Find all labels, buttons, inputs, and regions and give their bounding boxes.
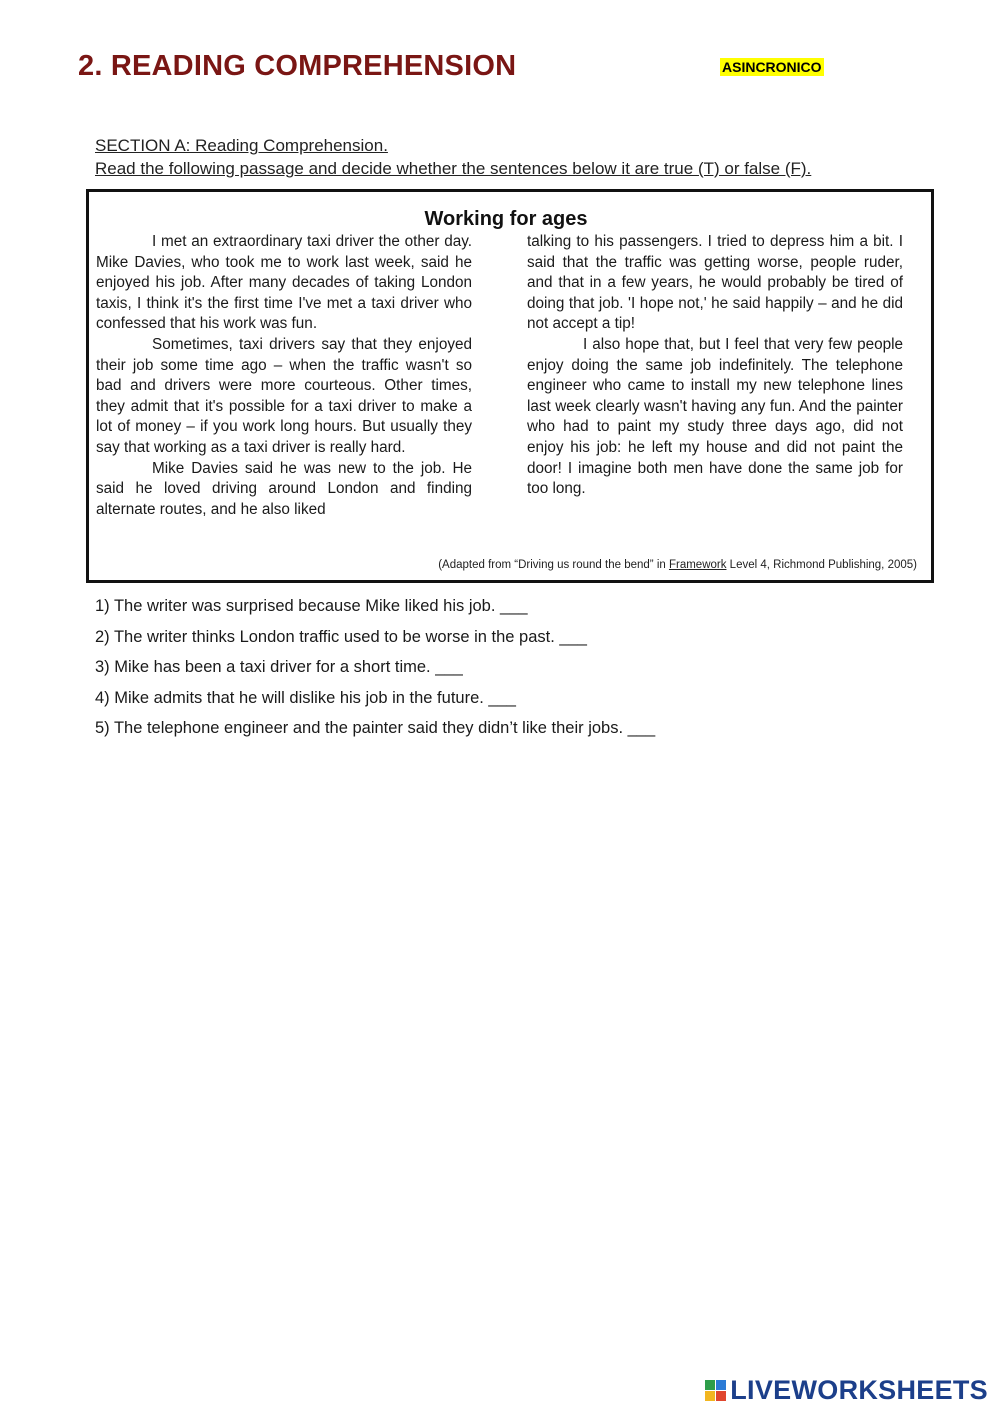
logo-text: LIVEWORKSHEETS — [730, 1374, 988, 1405]
question-4: 4) Mike admits that he will dislike his job in the future. ___ — [95, 688, 516, 707]
passage-left-column — [96, 232, 472, 520]
question-5: 5) The telephone engineer and the painter said they didn’t like their jobs. ___ — [95, 719, 656, 738]
passage-paragraph: Mike Davies said he was new to the job. He said he loved driving around London and finding alternate routes, and he also liked — [96, 459, 472, 518]
liveworksheets-logo — [705, 1375, 988, 1405]
logo-square-i — [716, 1380, 726, 1390]
citation — [438, 559, 917, 571]
section-instruction: Read the following passage and decide whether the sentences below it are true (T) or false (F). — [95, 159, 812, 178]
passage-paragraph: I met an extraordinary taxi driver the other day. Mike Davies, who took me to work last week, said he enjoyed his job. After many decades of taking London taxis, I think it's the first time I've met a taxi driver who confessed that his work was fun. — [96, 233, 472, 333]
question-3: 3) Mike has been a taxi driver for a short time. ___ — [95, 658, 463, 677]
passage-box — [86, 189, 934, 583]
page-title: 2. READING COMPREHENSION — [78, 50, 517, 82]
logo-square-e — [716, 1391, 726, 1401]
section-heading: SECTION A: Reading Comprehension. — [95, 136, 388, 155]
question-2: 2) The writer thinks London traffic used to be worse in the past. ___ — [95, 627, 587, 646]
logo-square-v — [705, 1391, 715, 1401]
asincronico-tag: ASINCRONICO — [722, 59, 822, 75]
passage-title-row — [89, 208, 931, 231]
logo-mark-icon — [705, 1380, 726, 1401]
logo-square-l — [705, 1380, 715, 1390]
passage-right-column — [527, 232, 903, 500]
question-list — [95, 594, 895, 747]
citation-suffix: Level 4, Richmond Publishing, 2005) — [726, 559, 917, 571]
passage-paragraph: I also hope that, but I feel that very few people enjoy doing the same job indefinitely. The telephone engineer who came to install my new telephone lines last week clearly wasn't having any fun. And the painter who had to paint my study three days ago, did not enjoy his job: he left my house and did not paint the door! I imagine both men have done the same job for too long. — [527, 335, 903, 498]
section-heading-block — [95, 134, 925, 180]
citation-prefix: (Adapted from “Driving us round the bend” in — [438, 559, 669, 571]
passage-paragraph: talking to his passengers. I tried to depress him a bit. I said that the traffic was getting worse, people ruder, and that in a few years, he would probably be tired of doing that job. 'I hope not,' he said happily – and he did not accept a tip! — [527, 233, 903, 333]
passage-paragraph: Sometimes, taxi drivers say that they enjoyed their job some time ago – when the traffic wasn't so bad and drivers were more courteous. Other times, they admit that it's possible for a taxi driver to make a lot of money – if you work long hours. But usually they say that working as a taxi driver is really hard. — [96, 335, 472, 456]
passage-title: Working for ages — [424, 208, 588, 230]
question-1: 1) The writer was surprised because Mike liked his job. ___ — [95, 597, 528, 615]
citation-book: Framework — [668, 559, 727, 571]
